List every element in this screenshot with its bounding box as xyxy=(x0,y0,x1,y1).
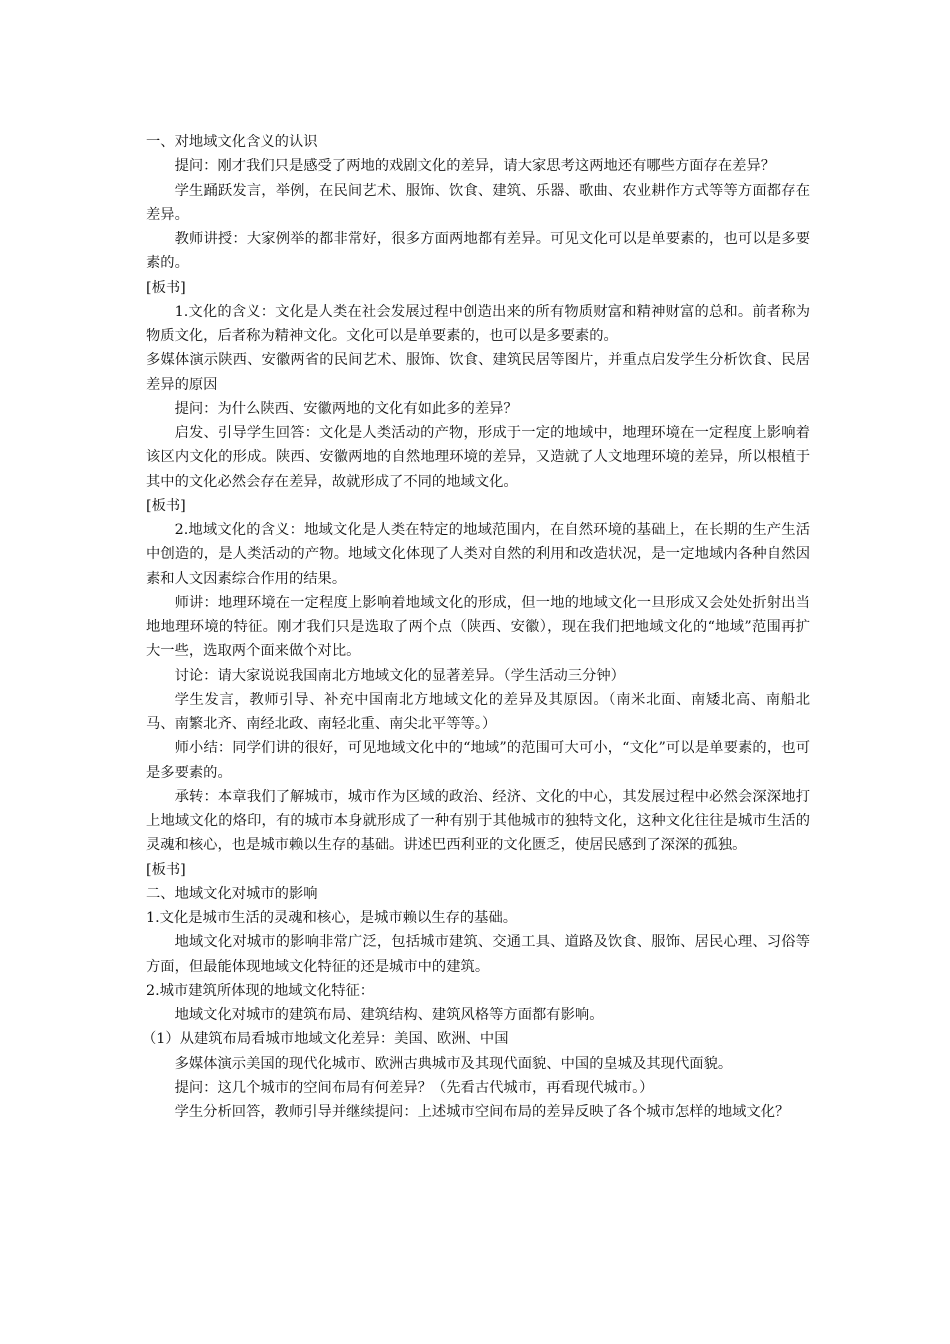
board-note-label: [板书] xyxy=(146,497,186,514)
section-heading: 一、对地域文化含义的认识 xyxy=(146,134,318,150)
paragraph: 讨论：请大家说说我国南北方地域文化的显著差异。（学生活动三分钟） xyxy=(174,667,625,684)
paragraph: 学生踊跃发言，举例，在民间艺术、服饰、饮食、建筑、乐器、歌曲、农业耕作方式等等方面都存在差异。 xyxy=(146,182,810,223)
paragraph: 启发、引导学生回答：文化是人类活动的产物，形成于一定的地域中，地理环境在一定程度上影响着该区内文化的形成。陕西、安徽两地的自然地理环境的差异，又造就了人文地理环境的差异，所以根植于其中的文化必然会存在差异，故就形成了不同的地域文化。 xyxy=(146,425,810,490)
paragraph: 1.文化的含义：文化是人类在社会发展过程中创造出来的所有物质财富和精神财富的总和。前者称为物质文化，后者称为精神文化。文化可以是单要素的，也可以是多要素的。 xyxy=(146,303,810,344)
paragraph: 地域文化对城市的建筑布局、建筑结构、建筑风格等方面都有影响。 xyxy=(174,1007,604,1023)
board-note-label: [板书] xyxy=(146,861,186,878)
board-note-label: [板书] xyxy=(146,279,186,296)
section-heading: 二、地域文化对城市的影响 xyxy=(146,885,318,902)
paragraph: 学生发言，教师引导、补充中国南北方地域文化的差异及其原因。（南米北面、南矮北高、南船北马、南繁北齐、南经北政、南轻北重、南尖北平等等。） xyxy=(146,691,810,732)
paragraph: 地域文化对城市的影响非常广泛，包括城市建筑、交通工具、道路及饮食、服饰、居民心理、习俗等方面，但最能体现地域文化特征的还是城市中的建筑。 xyxy=(146,934,810,975)
paragraph: 多媒体演示陕西、安徽两省的民间艺术、服饰、饮食、建筑民居等图片，并重点启发学生分析饮食、民居差异的原因 xyxy=(146,352,810,393)
paragraph: 2.地域文化的含义：地域文化是人类在特定的地域范围内，在自然环境的基础上，在长期的生产生活中创造的，是人类活动的产物。地域文化体现了人类对自然的利用和改造状况，是一定地域内各种自然因素和人文因素综合作用的结果。 xyxy=(146,522,810,587)
paragraph: 提问：这几个城市的空间布局有何差异？（先看古代城市，再看现代城市。） xyxy=(174,1079,654,1096)
paragraph: 提问：为什么陕西、安徽两地的文化有如此多的差异？ xyxy=(174,400,518,417)
paragraph: 多媒体演示美国的现代化城市、欧洲古典城市及其现代面貌、中国的皇城及其现代面貌。 xyxy=(174,1055,733,1072)
paragraph: 2.城市建筑所体现的地域文化特征： xyxy=(146,982,375,999)
paragraph: 学生分析回答，教师引导并继续提问：上述城市空间布局的差异反映了各个城市怎样的地域文化？ xyxy=(174,1104,790,1120)
paragraph: 提问：刚才我们只是感受了两地的戏剧文化的差异，请大家思考这两地还有哪些方面存在差异？ xyxy=(174,158,776,175)
paragraph: 师讲：地理环境在一定程度上影响着地域文化的形成，但一地的地域文化一旦形成又会处处折射出当地地理环境的特征。刚才我们只是选取了两个点（陕西、安徽），现在我们把地域文化的“地域”范围再扩大一些，选取两个面来做个对比。 xyxy=(146,594,810,660)
paragraph: 承转：本章我们了解城市，城市作为区域的政治、经济、文化的中心，其发展过程中必然会深深地打上地域文化的烙印，有的城市本身就形成了一种有别于其他城市的独特文化，这种文化往往是城市生活的灵魂和核心，也是城市赖以生存的基础。讲述巴西利亚的文化匮乏，使居民感到了深深的孤独。 xyxy=(146,788,810,854)
document-body xyxy=(142,130,810,1124)
paragraph: 师小结：同学们讲的很好，可见地域文化中的“地域”的范围可大可小，“文化”可以是单要素的，也可是多要素的。 xyxy=(146,740,810,781)
paragraph: 教师讲授：大家例举的都非常好，很多方面两地都有差异。可见文化可以是单要素的，也可以是多要素的。 xyxy=(146,231,810,272)
paragraph: 1.文化是城市生活的灵魂和核心，是城市赖以生存的基础。 xyxy=(146,910,518,926)
subsection-heading: （1）从建筑布局看城市地域文化差异：美国、欧洲、中国 xyxy=(142,1031,509,1048)
